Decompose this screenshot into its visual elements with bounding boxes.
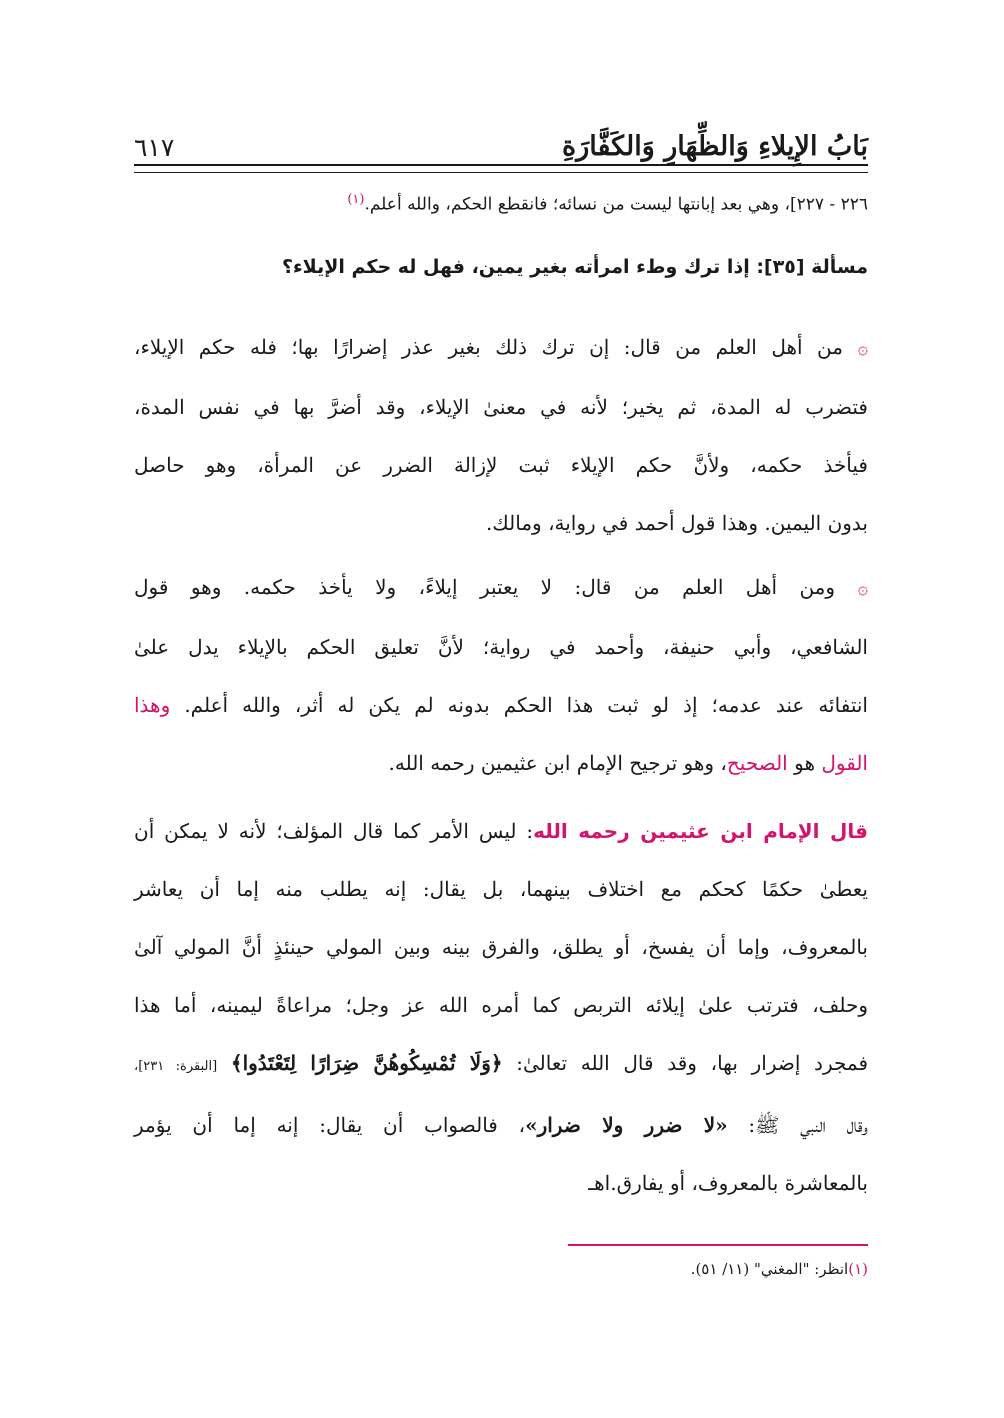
para3-line4: وحلف، فترتب علىٰ إيلائه التربص كما أمره الله عز وجل؛ مراعاةً ليمينه، أما هذا <box>134 993 868 1017</box>
preferred-marker-2: القول <box>821 751 868 775</box>
para2-line4-a: هو <box>794 751 815 775</box>
verse-reference: [البقرة: ٢٣١]، <box>134 1059 218 1074</box>
quran-verse: ﴿وَلَا تُمْسِكُوهُنَّ ضِرَارًا لِتَعْتَدُوا﴾ <box>230 1051 503 1075</box>
hadith-quote: «لا ضرر ولا ضرار» <box>525 1113 728 1137</box>
footnote-marker: (١) <box>347 192 365 207</box>
opinion-paragraph-1 <box>134 318 868 552</box>
continuation-text: ٢٢٦ - ٢٢٧]، وهي بعد إبانتها ليست من نسائه؛ فانقطع الحكم، والله أعلم. <box>364 194 868 215</box>
continuation-line <box>134 192 868 215</box>
book-page <box>134 0 868 1418</box>
commentator-name: قال الإمام ابن عثيمين رحمه الله <box>533 819 868 843</box>
para3-line7: بالمعاشرة بالمعروف، أو يفارق.اهـ <box>588 1171 868 1195</box>
page-header <box>134 112 868 162</box>
para1-line3: فيأخذ حكمه، ولأنَّ حكم الإيلاء ثبت لإزالة الضرر عن المرأة، وهو حاصل <box>134 453 868 477</box>
footnote <box>691 1260 868 1278</box>
issue-heading: مسألة [٣٥]: إذا ترك وطء امرأته بغير يمين، فهل له حكم الإيلاء؟ <box>281 256 868 278</box>
preferred-marker-1: وهذا <box>134 693 171 717</box>
footnote-number: (١) <box>848 1260 868 1278</box>
para3-line2: يعطىٰ حكمًا كحكم مع اختلاف بينهما، بل يقال: إنه يطلب منه إما أن يعاشر <box>134 877 868 901</box>
header-rule-thin <box>134 172 868 173</box>
page-number: ٦١٧ <box>134 133 175 162</box>
para3-line6-b: ، فالصواب أن يقال: إنه إما أن يؤمر <box>134 1113 526 1137</box>
ornament-icon: ۞ <box>857 338 869 359</box>
para2-line1: ومن أهل العلم من قال: لا يعتبر إيلاءً، ولا يأخذ حكمه. وهو قول <box>134 575 836 599</box>
chapter-title: بَابُ الإِيلاءِ وَالظِّهَارِ وَالكَفَّارَةِ <box>562 131 868 162</box>
para2-line2: الشافعي، وأبي حنيفة، وأحمد في رواية؛ لأنَّ تعليق الحكم بالإيلاء يدل علىٰ <box>134 635 868 659</box>
para3-line3: بالمعروف، وإما أن يفسخ، أو يطلق، والفرق بينه وبين المولي حينئذٍ أنَّ المولي آلىٰ <box>134 935 868 959</box>
para2-line3: انتفائه عند عدمه؛ إذ لو ثبت هذا الحكم بدونه لم يكن له أثر، والله أعلم. <box>184 693 868 717</box>
para1-line2: فتضرب له المدة، ثم يخير؛ لأنه في معنىٰ الإيلاء، وقد أضرَّ بها في نفس المدة، <box>134 395 868 419</box>
para3-line6-a: وقال النبي ﷺ: <box>748 1113 868 1137</box>
para1-line4: بدون اليمين. وهذا قول أحمد في رواية، ومالك. <box>485 511 868 535</box>
footnote-text: انظر: "المغني" (١١/ ٥١). <box>690 1260 849 1278</box>
para3-line5-a: فمجرد إضرار بها، وقد قال الله تعالىٰ: <box>516 1051 869 1075</box>
para3-line1: : ليس الأمر كما قال المؤلف؛ لأنه لا يمكن أن <box>134 819 534 843</box>
header-rule-thick <box>134 164 868 166</box>
preferred-marker-3: الصحيح <box>726 751 788 775</box>
opinion-paragraph-2 <box>134 558 868 792</box>
para1-line1: من أهل العلم من قال: إن ترك ذلك بغير عذر إضرارًا بها؛ فله حكم الإيلاء، <box>134 335 843 359</box>
ornament-icon: ۞ <box>857 578 868 599</box>
para2-line4-b: ، وهو ترجيح الإمام ابن عثيمين رحمه الله. <box>388 751 727 775</box>
commentary-paragraph <box>134 802 868 1212</box>
footnote-rule <box>568 1244 868 1246</box>
